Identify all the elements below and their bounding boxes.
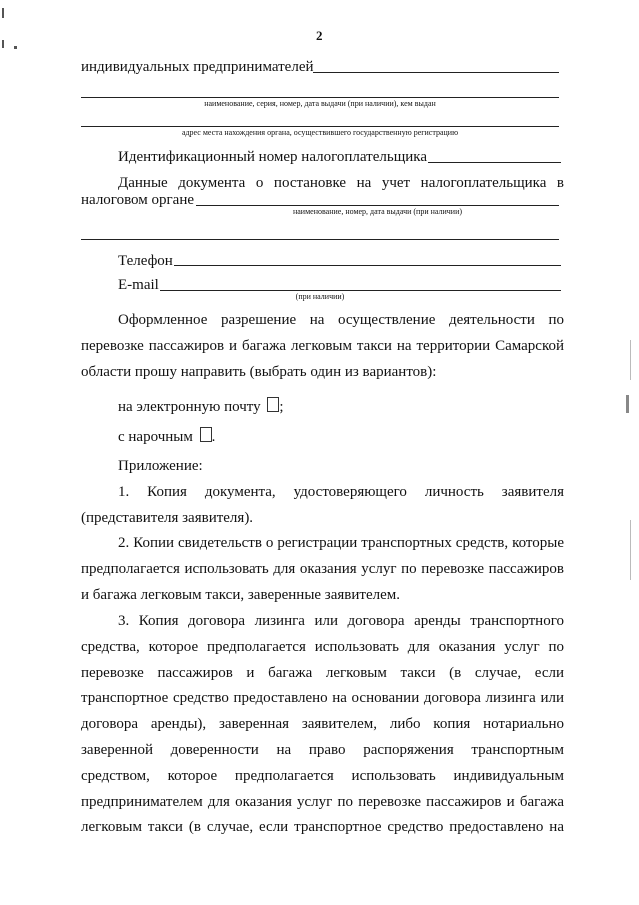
doc-blank-line[interactable] (81, 97, 559, 98)
inn-label: Идентификационный номер налогоплательщика (118, 149, 428, 165)
ip-label: индивидуальных предпринимателей (81, 59, 314, 75)
scan-artifact (14, 46, 17, 49)
scan-artifact (2, 8, 4, 18)
page-number: 2 (316, 28, 323, 43)
reg-authority-blank-line[interactable] (81, 126, 559, 127)
option-courier[interactable] (118, 427, 215, 446)
ip-blank-line[interactable] (313, 72, 559, 73)
option-email-label: на электронную почту (118, 399, 261, 415)
caption-doc: наименование, серия, номер, дата выдачи (при наличии), кем выдан (204, 99, 436, 108)
option-email[interactable] (118, 397, 284, 416)
option-courier-suffix: . (211, 429, 216, 445)
attachment-1 (81, 480, 564, 532)
scan-artifact (626, 395, 629, 413)
attachment-3 (81, 609, 564, 841)
tax-reg-label-2: налоговом органе (81, 192, 195, 208)
attachment-2-text: 2. Копии свидетельств о регистрации транспортных средств, которые предполагается использовать для оказания услуг по перевозке пассажиров и багажа легковым такси, заверенные заявителем. (81, 535, 564, 603)
tax-reg-label: Данные документа о постановке на учет налогоплательщика в (118, 175, 564, 191)
courier-checkbox[interactable] (200, 427, 212, 442)
attachment-1-text: 1. Копия документа, удостоверяющего личность заявителя (представителя заявителя). (81, 484, 564, 526)
attachments-title: Приложение: (118, 458, 203, 474)
caption-optional: (при наличии) (295, 292, 345, 301)
phone-blank-line[interactable] (174, 265, 561, 266)
tax-reg-blank-line[interactable] (196, 205, 559, 206)
email-label: E-mail (118, 277, 159, 293)
attachment-2 (81, 531, 564, 608)
inn-blank-line[interactable] (428, 162, 561, 163)
scan-artifact (630, 340, 631, 380)
phone-label: Телефон (118, 253, 173, 269)
option-email-suffix: ; (279, 399, 284, 415)
delivery-paragraph-text: Оформленное разрешение на осуществление деятельности по перевозке пассажиров и багажа легковым такси на территории Самарской области прошу направить (выбрать один из вариантов): (81, 312, 564, 380)
caption-reg-authority: адрес места нахождения органа, осуществившего государственную регистрацию (181, 128, 459, 137)
attachment-3-text: 3. Копия договора лизинга или договора аренды транспортного средства, которое предполагается использовать для оказания услуг по перевозке пассажиров и багажа легковым такси (в случае, если транспортное средство предоставлено на основании договора лизинга или договора аренды), заверенная заявителем, либо копия нотариально заверенной доверенности на право распоряжения транспортным средством, которое предполагается использовать индивидуальным предпринимателем для оказания услуг по перевозке пассажиров и багажа легковым такси (в случае, если транспортное средство предоставлено на (81, 613, 564, 836)
option-courier-label: с нарочным (118, 429, 193, 445)
caption-tax-doc: наименование, номер, дата выдачи (при наличии) (292, 207, 463, 216)
tax-reg-blank-line-2[interactable] (81, 239, 559, 240)
email-blank-line[interactable] (160, 290, 561, 291)
scan-artifact (2, 40, 4, 48)
scan-artifact (630, 520, 631, 580)
delivery-paragraph (81, 308, 564, 385)
email-checkbox[interactable] (267, 397, 279, 412)
